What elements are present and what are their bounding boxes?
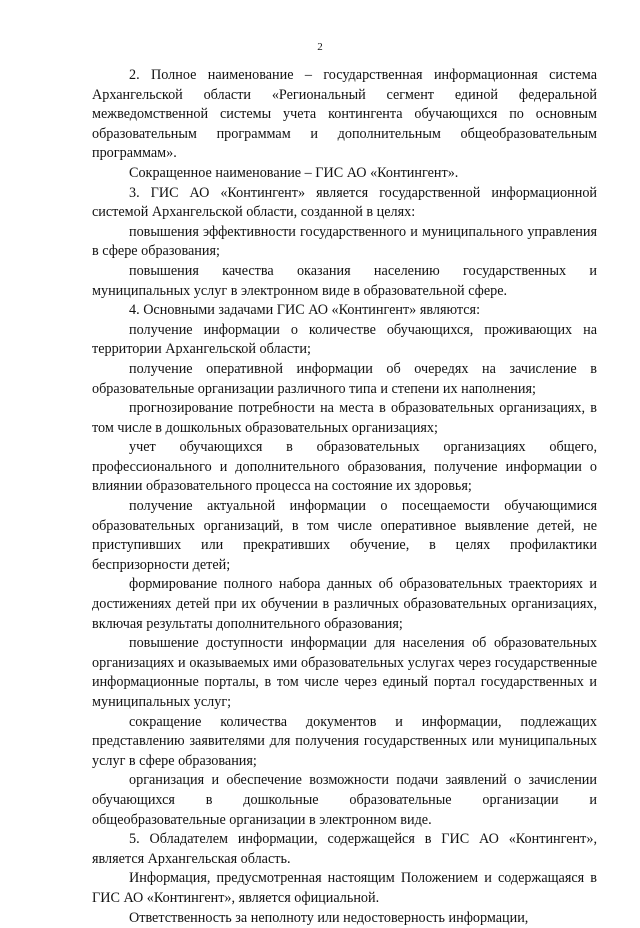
paragraph: повышения качества оказания населению государственных и муниципальных услуг в электронном виде в образовательной сфере. xyxy=(92,262,597,299)
paragraph: получение оперативной информации об очередях на зачисление в образовательные организации различного типа и степени их наполнения; xyxy=(92,360,597,397)
paragraph: повышения эффективности государственного и муниципального управления в сфере образования; xyxy=(92,223,597,260)
paragraph: получение актуальной информации о посещаемости обучающимися образовательных организаций, в том числе оперативное выявление детей, не приступивших или прекративших обучение, в целях профилактики беспризорности детей; xyxy=(92,498,597,573)
paragraph: Сокращенное наименование – ГИС АО «Контингент». xyxy=(129,164,459,181)
paragraph: Информация, предусмотренная настоящим Положением и содержащаяся в ГИС АО «Контингент», является официальной. xyxy=(92,870,597,906)
paragraph: 5. Обладателем информации, содержащейся в ГИС АО «Контингент», является Архангельская область. xyxy=(92,831,597,867)
paragraph: Ответственность за неполноту или недостоверность информации, xyxy=(129,909,529,926)
paragraph: сокращение количества документов и информации, подлежащих представлению заявителями для получения государственных или муниципальных услуг в сфере образования; xyxy=(92,713,597,769)
document-body xyxy=(92,66,597,928)
paragraph: формирование полного набора данных об образовательных траекториях и достижениях детей при их обучении в различных образовательных организациях, включая результаты дополнительного образования; xyxy=(92,576,597,632)
paragraph: учет обучающихся в образовательных организациях общего, профессионального и дополнительного образования, получение информации о влиянии образовательного процесса на состояние их здоровья; xyxy=(92,439,597,495)
page-number: 2 xyxy=(317,41,323,53)
paragraph: 3. ГИС АО «Контингент» является государственной информационной системой Архангельской области, созданной в целях: xyxy=(92,184,597,221)
paragraph: прогнозирование потребности на места в образовательных организациях, в том числе в дошкольных образовательных организациях; xyxy=(92,400,597,436)
paragraph: повышение доступности информации для населения об образовательных организациях и оказываемых ими образовательных услугах через государственные информационные порталы, в том числе через единый портал государственных и муниципальных услуг; xyxy=(92,635,597,710)
paragraph: 4. Основными задачами ГИС АО «Контингент» являются: xyxy=(129,302,481,319)
paragraph: получение информации о количестве обучающихся, проживающих на территории Архангельской области; xyxy=(92,321,597,358)
paragraph: 2. Полное наименование – государственная информационная система Архангельской области «Региональный сегмент единой федеральной межведомственной системы учета контингента обучающихся по основным образовательным программам и дополнительным общеобразовательным программам». xyxy=(92,67,597,162)
paragraph: организация и обеспечение возможности подачи заявлений о зачислении обучающихся в дошкольные образовательные организации и общеобразовательные организации в электронном виде. xyxy=(92,772,597,828)
